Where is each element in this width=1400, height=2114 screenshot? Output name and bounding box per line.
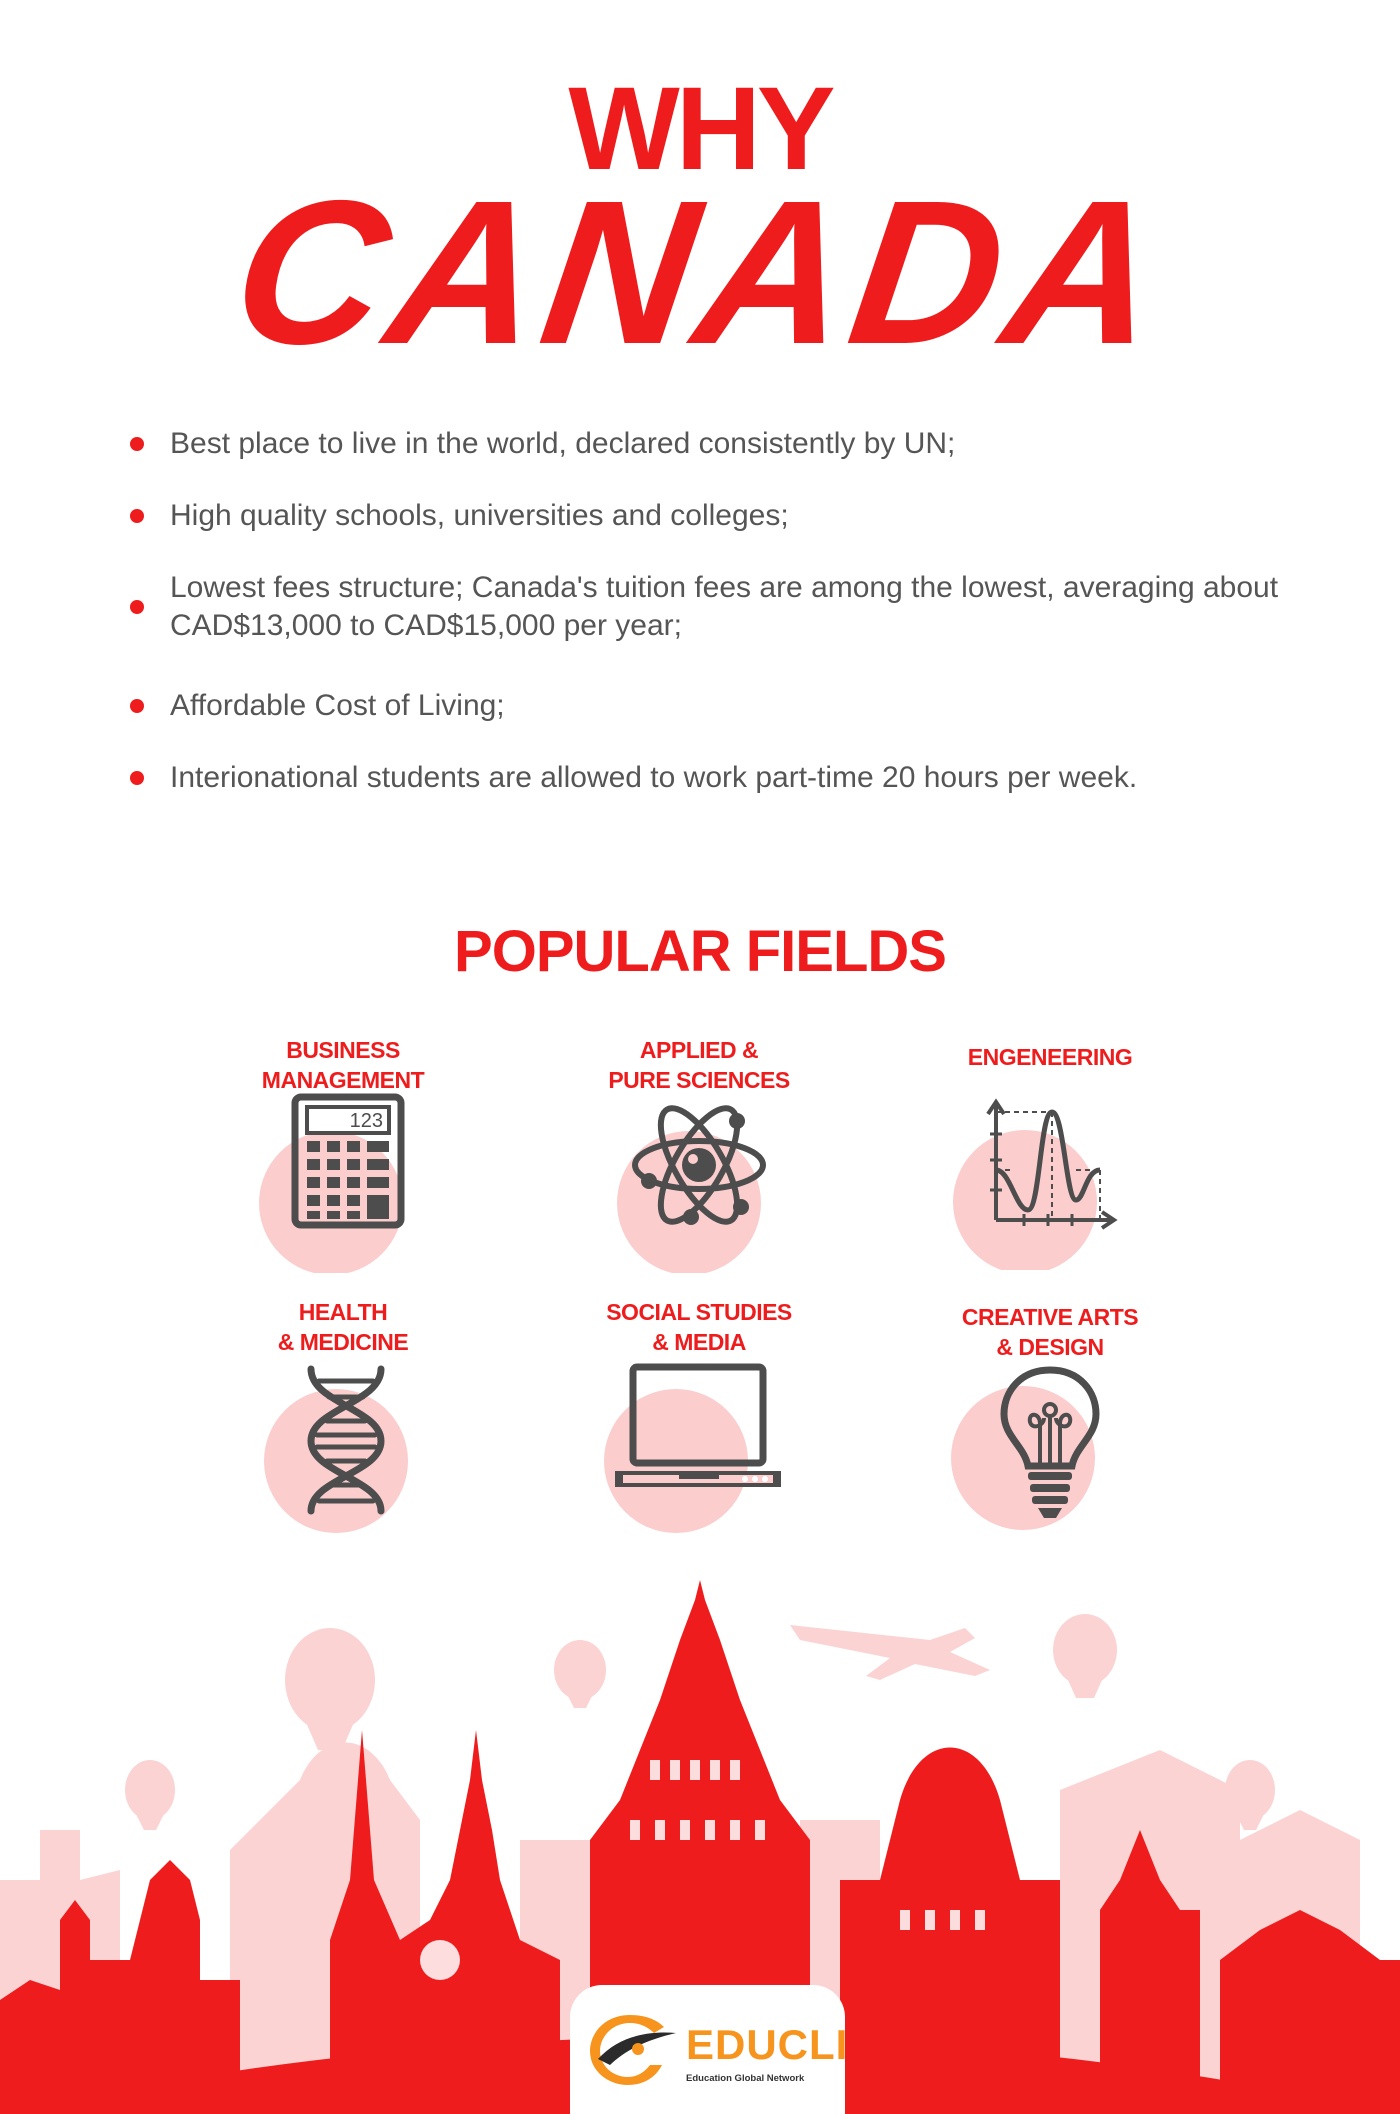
brand-tagline: Education Global Network	[686, 2073, 805, 2084]
reason-text: Best place to live in the world, declared consistently by UN;	[170, 427, 956, 460]
atom-icon	[549, 1093, 849, 1273]
field-label: APPLIED & PURE SCIENCES	[608, 1037, 790, 1093]
bullet-dot-icon	[130, 771, 144, 785]
popular-fields-title: POPULAR FIELDS	[454, 919, 946, 984]
field-business-management	[193, 1035, 493, 1132]
title-canada: CANADA	[221, 158, 1179, 387]
reason-item	[126, 569, 1346, 645]
field-creative-arts	[900, 1302, 1200, 1362]
reason-text: Lowest fees structure; Canada's tuition fees are among the lowest, averaging about CAD$13,000 to CAD$15,000 per year;	[170, 571, 1279, 642]
brand-name: EDUCLI	[686, 2021, 849, 2068]
lightbulb-icon	[900, 1360, 1200, 1540]
field-label: SOCIAL STUDIES & MEDIA	[606, 1299, 792, 1355]
bullet-dot-icon	[130, 600, 144, 614]
field-label: BUSINESS MANAGEMENT	[261, 1037, 425, 1093]
reason-item	[126, 425, 955, 463]
field-label: CREATIVE ARTS & DESIGN	[961, 1304, 1139, 1360]
brand-logo	[570, 1985, 849, 2114]
field-social-studies	[549, 1297, 849, 1357]
reason-item	[126, 497, 789, 535]
reason-item	[126, 687, 505, 725]
reason-text: High quality schools, universities and colleges;	[170, 499, 789, 532]
field-label: HEALTH & MEDICINE	[277, 1299, 409, 1355]
calculator-display: 123	[349, 1110, 383, 1132]
reason-text: Affordable Cost of Living;	[170, 689, 505, 722]
field-health-medicine	[193, 1297, 493, 1357]
field-applied-sciences	[549, 1035, 849, 1095]
graph-icon	[900, 1090, 1200, 1270]
reason-text: Interionational students are allowed to work part-time 20 hours per week.	[170, 761, 1138, 794]
calculator-icon	[193, 1093, 493, 1273]
reason-item	[126, 759, 1137, 797]
educli-logo-icon	[580, 2005, 680, 2095]
bullet-dot-icon	[130, 509, 144, 523]
bullet-dot-icon	[130, 699, 144, 713]
bullet-dot-icon	[130, 437, 144, 451]
field-label: ENGENEERING	[967, 1044, 1133, 1070]
field-engineering	[900, 1042, 1200, 1072]
title-why: WHY	[568, 63, 832, 195]
dna-icon	[193, 1355, 493, 1535]
laptop-icon	[549, 1355, 849, 1535]
